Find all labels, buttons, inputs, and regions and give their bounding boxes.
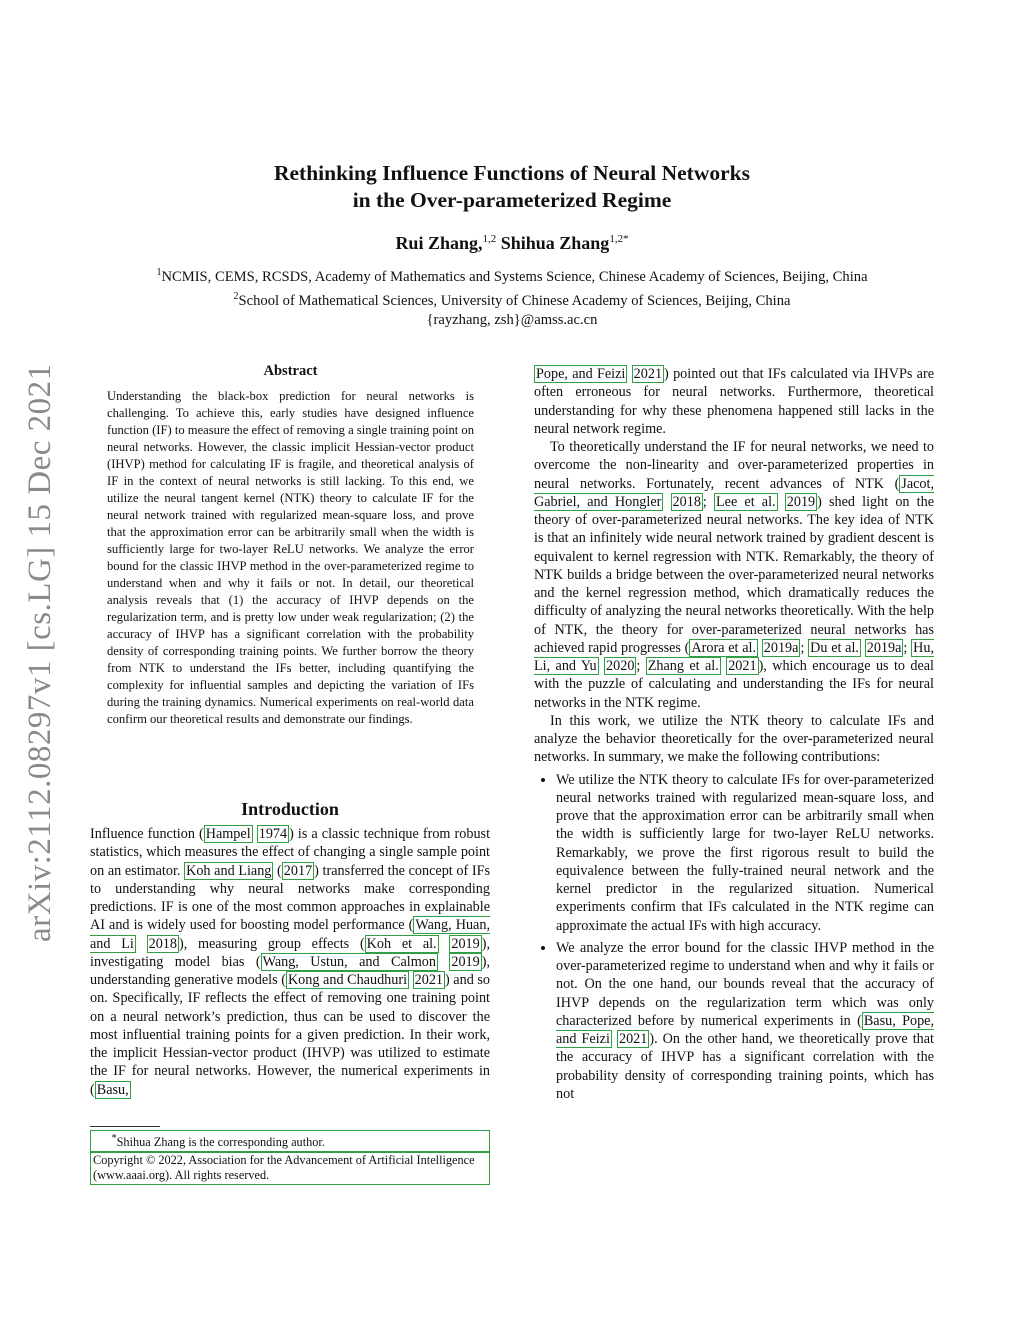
citation-year-link[interactable]: 2020 — [606, 658, 635, 674]
citation-link[interactable]: Jacot, Gabriel, and Hongler — [534, 475, 934, 510]
citation-link[interactable]: Lee et al. — [716, 493, 776, 510]
citation-link[interactable]: Basu, — [96, 1081, 129, 1098]
citation-link[interactable]: Wang, Huan, and Li — [90, 917, 490, 952]
citation-link[interactable]: Koh and Liang — [186, 862, 272, 879]
title-line-2: in the Over-parameterized Regime — [352, 188, 672, 212]
citation-year-link[interactable]: 2019a — [763, 639, 799, 656]
citation-year-link[interactable]: 2018 — [672, 493, 701, 510]
copyright-notice[interactable]: Copyright © 2022, Association for the Advancement of Artificial Intelligence (www.aaai.org). All rights reserved. — [90, 1152, 490, 1185]
corresponding-author-footnote[interactable]: *Shihua Zhang is the corresponding author. — [90, 1130, 490, 1152]
citation-year-link[interactable]: 2021 — [414, 972, 443, 988]
citation-link[interactable]: Zhang et al. — [647, 658, 719, 674]
right-paragraph-2: To theoretically understand the IF for neural networks, we need to overcome the non-linearity and over-parameterized properties in neural networks. Fortunately, recent advances of NTK ( Jacot, Gabriel, and Hongler 2018 ; Lee et al. 2019 ) shed light on the theory of over-parameterized neural networks. The key idea of NTK is that an infinitely wide neural network trained by gradient descent is equivalent to kernel regression with NTK. Remarkably, the theory of NTK builds a bridge between the over-parameterized neural networks and the kernel regression method, which dramatically reduces the difficulty of analyzing the neural networks theoretically. With the help of NTK, the theory for over-parameterized neural networks has achieved rapid progresses ( Arora et al. 2019a ; Du et al. 2019a ; Hu, Li, and Yu 2020 ; Zhang et al. 2021 ), which encourage us to deal with the puzzle of calculating and understanding the IFs for neural networks in the NTK regime. — [534, 439, 934, 711]
citation-link[interactable]: Koh et al. — [366, 935, 437, 952]
title-line-1: Rethinking Influence Functions of Neural Networks — [273, 161, 750, 185]
paper-title — [0, 160, 1024, 214]
author-2-affil: 1,2* — [609, 233, 629, 245]
citation-link[interactable]: Pope, and Feizi — [536, 366, 626, 382]
citation-year-link[interactable]: 2019a — [866, 639, 902, 656]
right-paragraph-1: Pope, and Feizi 2021 ) pointed out that IFs calculated via IHVPs are often erroneous for neural networks. Furthermore, theoretical understanding for why these phenomena happened still lacks in the neural network regime. — [534, 366, 934, 437]
citation-year-link[interactable]: 2017 — [283, 862, 313, 879]
footnote-rule — [90, 1126, 160, 1127]
affiliation-2: $^2$School of Mathematical Sciences, University of Chinese Academy of Sciences, Beijing, China — [233, 290, 791, 309]
introduction-heading: Introduction — [241, 799, 339, 819]
citation-link[interactable]: Arora et al. — [691, 639, 756, 656]
citation-year-link[interactable]: 2019 — [451, 935, 480, 952]
affiliations — [0, 263, 1024, 330]
intro-paragraph: Influence function ( Hampel 1974 ) is a classic technique from robust statistics, which measures the effect of changing a single sample point on an estimator. Koh and Liang ( 2017 ) transferred the concept of IFs to understanding why neural networks make corresponding predictions. IF is one of the most common approaches in explainable AI and is widely used for boosting model performance ( Wang, Huan, and Li 2018 ), measuring group effects ( Koh et al. 2019 ), investigating model bias ( Wang, Ustun, and Calmon 2019 ), understanding generative models ( Kong and Chaudhuri 2021 ) and so on. Specifically, IF reflects the effect of removing one training point on a neural network’s prediction, thus can be used to discover the most influential training points for a given prediction. In their work, the implicit Hessian-vector product (IHVP) was utilized to estimate the IF for neural networks. However, the numerical experiments in ( Basu, — [90, 826, 491, 1098]
contributions-list — [534, 771, 934, 1104]
abstract-heading: Abstract — [263, 363, 318, 379]
right-paragraph-3: In this work, we utilize the NTK theory to calculate IFs and analyze the behavior theoretically for the over-parameterized neural networks. In summary, we make the following contributions: — [534, 712, 934, 766]
author-list — [0, 233, 1024, 254]
citation-year-link[interactable]: 2018 — [148, 935, 177, 952]
citation-year-link[interactable]: 2019 — [451, 953, 480, 970]
citation-link[interactable]: Kong and Chaudhuri — [287, 972, 408, 988]
citation-link[interactable]: Wang, Ustun, and Calmon — [262, 953, 436, 970]
abstract-text: Understanding the black-box prediction for neural networks is challenging. To achieve this, early studies have designed influence function (IF) to measure the effect of removing a single training point on neural networks. However, the classic implicit Hessian-vector product (IHVP) method for calculating IF is fragile, and theoretical analysis of IF in the context of neural networks is still lacking. To this end, we utilize the neural tangent kernel (NTK) theory to calculate IF for the neural network trained with regularized mean-square loss, and prove that the approximation error can be arbitrarily small when the width is sufficiently large for two-layer ReLU networks. We analyze the error bound for the classic IHVP method in the over-parameterized regime to understand when and why it fails or not. In detail, our theoretical analysis reveals that (1) the accuracy of IHVP depends on the regularization term, and is pretty low under weak regularization; (2) the accuracy of IHVP has a significant correlation with the probability density of corresponding training points. We further borrow the theory from NTK to understand the IFs better, including quantifying the complexity for influential samples and depicting the variation of IFs during the training dynamics. Numerical experiments on real-world data confirm our theoretical results and demonstrate our findings. — [107, 389, 474, 726]
abstract-section — [107, 363, 474, 728]
citation-link[interactable]: Du et al. — [810, 639, 859, 656]
author-emails: {rayzhang, zsh}@amss.ac.cn — [426, 311, 598, 328]
author-1-affil: 1,2 — [482, 233, 497, 245]
citation-link[interactable]: Basu, Pope, and Feizi — [556, 1012, 935, 1047]
citation-year-link[interactable]: 1974 — [258, 826, 288, 842]
contribution-item-2: • We analyze the error bound for the classic IHVP method in the over-parameterized regime to understand when and why it fails or not. On the one hand, our bounds reveal that the accuracy of IHVP depends on the regularization term which was only characterized before by numerical experiments in ( Basu, Pope, and Feizi 2021 ). On the other hand, we theoretically prove that the accuracy of IHVP has a significant correlation with the probability density of corresponding training points, which has not — [556, 939, 934, 1103]
citation-year-link[interactable]: 2021 — [618, 1031, 648, 1047]
author-1: Rui Zhang, — [395, 233, 483, 253]
citation-link[interactable]: Hampel — [205, 826, 251, 842]
author-2: Shihua Zhang — [500, 233, 610, 253]
introduction-body — [90, 825, 490, 1099]
citation-link[interactable]: Hu, Li, and Yu — [534, 639, 934, 674]
footnotes — [90, 1130, 490, 1185]
citation-year-link[interactable]: 2019 — [786, 493, 816, 510]
arxiv-stamp[interactable]: arXiv:2112.08297v1 [cs.LG] 15 Dec 2021 — [22, 363, 58, 942]
right-column-body — [534, 365, 934, 1107]
citation-year-link[interactable]: 2021 — [728, 658, 757, 674]
contribution-item-1: • We utilize the NTK theory to calculate IFs for over-parameterized neural networks trained with regularized mean-square loss, and prove that the approximation error can be arbitrarily small when the width is sufficiently large for two-layer ReLU networks. Remarkably, we prove the first rigorous result to build the equivalence between the fully-trained neural network and the kernel predictor in the regularized situation. Numerical experiments confirm that IFs calculated in the NTK regime can approximate the actual IFs with high accuracy. — [556, 771, 934, 935]
citation-year-link[interactable]: 2021 — [633, 366, 663, 382]
affiliation-1: $^1$NCMIS, CEMS, RCSDS, Academy of Mathematics and Systems Science, Chinese Academy of Sciences, Beijing, China — [156, 267, 868, 285]
